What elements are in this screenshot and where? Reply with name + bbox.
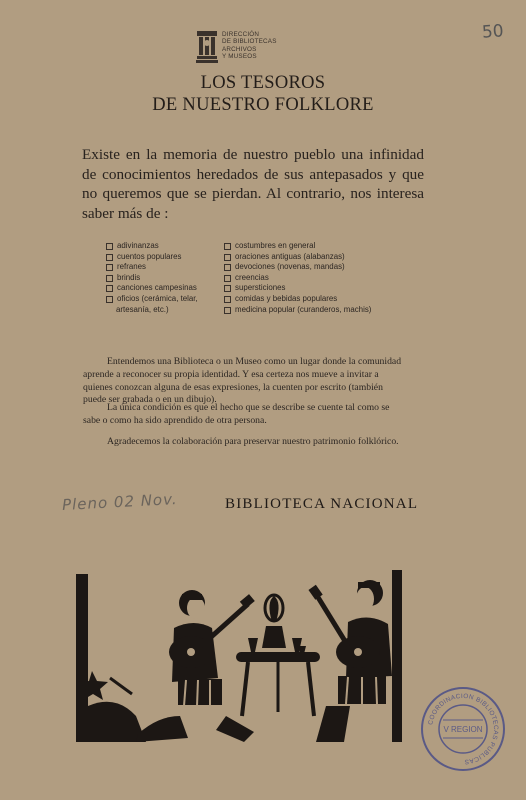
title-line-2: DE NUESTRO FOLKLORE [152,95,374,115]
intro-paragraph: Existe en la memoria de nuestro pueblo una infinidad de conocimientos heredados de sus antepasados y que no queremos que se pierdan. Al contrario, nos interesa saber más de : [82,146,424,222]
institution-emblem-icon [196,30,218,64]
topic-list-right [224,241,404,315]
topic-list-left [106,241,221,315]
checkbox-icon [224,307,231,314]
body-paragraph-2: La única condición es que el hecho que se describe se cuente tal como se sabe o como ha sido aprendido de otra persona. [83,402,390,426]
list-item: cuentos populares [106,252,221,263]
list-item: medicina popular (curanderos, machis) [224,305,404,316]
library-stamp-seal [420,686,506,772]
handwritten-note: Pleno 02 Nov. [61,489,178,515]
checkbox-icon [224,264,231,271]
checkbox-icon [106,285,113,292]
list-item: comidas y bebidas populares [224,294,404,305]
list-item: supersticiones [224,283,404,294]
page-title [0,72,526,116]
institution-name: DIRECCIÓN DE BIBLIOTECAS ARCHIVOS Y MUSEOS [222,31,277,60]
checkbox-icon [106,254,113,261]
list-item: brindis [106,273,221,284]
library-name: BIBLIOTECA NACIONAL [225,496,419,512]
checkbox-icon [224,275,231,282]
stamp-region: V REGION [443,725,483,734]
folk-musicians-woodcut-illustration [76,566,406,742]
checkbox-icon [224,243,231,250]
checkbox-icon [224,285,231,292]
checkbox-icon [106,243,113,250]
list-item: devociones (novenas, mandas) [224,262,404,273]
list-item-continuation: artesanía, etc.) [116,304,169,314]
list-item: oficios (cerámica, telar, [106,294,221,305]
checkbox-icon [106,264,113,271]
title-line-1: LOS TESOROS [200,73,326,93]
list-item: canciones campesinas [106,283,221,294]
body-paragraph-3: Agradecemos la colaboración para preservar nuestro patrimonio folklórico. [107,436,399,447]
svg-text:COORDINACION BIBLIOTECAS PUBLI: COORDINACION BIBLIOTECAS PUBLICAS [427,692,500,766]
page-number: 50 [481,21,505,43]
list-item: oraciones antiguas (alabanzas) [224,252,404,263]
body-paragraph-1: Entendemos una Biblioteca o un Museo como un lugar donde la comunidad aprende a reconocer su propia identidad. Y esa certeza nos mueve a invitar a quienes conozcan alguna de esas expresiones, la cuenten por escrito (también puede ser grabada o en un dibujo). [83,356,402,406]
dibam-logo [196,30,306,66]
list-item: adivinanzas [106,241,221,252]
list-item: costumbres en general [224,241,404,252]
checkbox-icon [224,254,231,261]
checkbox-icon [106,296,113,303]
checkbox-icon [106,275,113,282]
list-item: refranes [106,262,221,273]
checkbox-icon [224,296,231,303]
list-item: creencias [224,273,404,284]
